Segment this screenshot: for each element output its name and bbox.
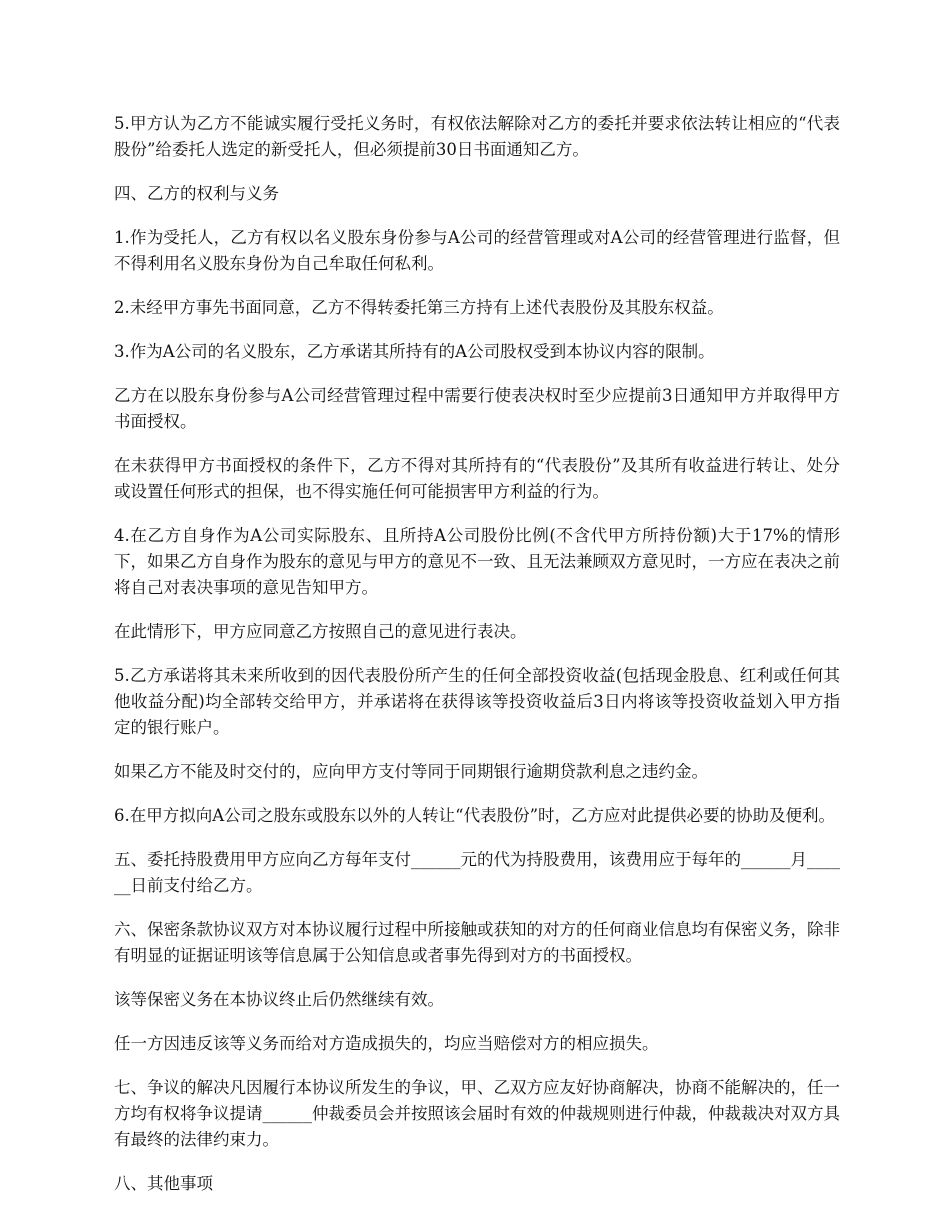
paragraph-clause-4-3: 3.作为A公司的名义股东，乙方承诺其所持有的A公司股权受到本协议内容的限制。 — [114, 342, 715, 361]
paragraph-clause-4-6: 6.在甲方拟向A公司之股东或股东以外的人转让“代表股份”时，乙方应对此提供必要的协助及便利。 — [114, 806, 836, 825]
paragraph-clause-4-1: 1.作为受托人，乙方有权以名义股东身份参与A公司的经营管理或对A公司的经营管理进行监督，但不得利用名义股东身份为自己牟取任何私利。 — [114, 228, 840, 273]
paragraph-clause-5-termination: 5.甲方认为乙方不能诚实履行受托义务时，有权依法解除对乙方的委托并要求依法转让相应的“代表股份”给委托人选定的新受托人，但必须提前30日书面通知乙方。 — [114, 114, 840, 159]
paragraph-clause-4-4: 4.在乙方自身作为A公司实际股东、且所持A公司股份比例(不含代甲方所持份额)大于17%的情形下，如果乙方自身作为股东的意见与甲方的意见不一致、且无法兼顾双方意见时，一方应在表决之前将自己对表决事项的意见告知甲方。 — [114, 526, 840, 597]
paragraph-authorization-limit: 在未获得甲方书面授权的条件下，乙方不得对其所持有的“代表股份”及其所有收益进行转让、处分或设置任何形式的担保，也不得实施任何可能损害甲方利益的行为。 — [114, 456, 840, 501]
section-5-holding-fee: 五、委托持股费用甲方应向乙方每年支付______元的代为持股费用，该费用应于每年的______月______日前支付给乙方。 — [114, 850, 840, 895]
paragraph-confidentiality-survival: 该等保密义务在本协议终止后仍然继续有效。 — [114, 990, 444, 1009]
document-body — [114, 111, 840, 1215]
section-7-dispute-resolution: 七、争议的解决凡因履行本协议所发生的争议，甲、乙双方应友好协商解决，协商不能解决的，任一方均有权将争议提请______仲裁委员会并按照该会届时有效的仲裁规则进行仲裁，仲裁裁决对双方具有最终的法律约束力。 — [114, 1078, 840, 1149]
paragraph-voting-consent: 在此情形下，甲方应同意乙方按照自己的意见进行表决。 — [114, 622, 527, 641]
paragraph-breach-compensation: 任一方因违反该等义务而给对方造成损失的，均应当赔偿对方的相应损失。 — [114, 1034, 659, 1053]
section-6-confidentiality: 六、保密条款协议双方对本协议履行过程中所接触或获知的对方的任何商业信息均有保密义务，除非有明显的证据证明该等信息属于公知信息或者事先得到对方的书面授权。 — [114, 920, 840, 965]
section-heading-8: 八、其他事项 — [114, 1174, 213, 1193]
paragraph-late-penalty: 如果乙方不能及时交付的，应向甲方支付等同于同期银行逾期贷款利息之违约金。 — [114, 762, 708, 781]
paragraph-clause-4-5: 5.乙方承诺将其未来所收到的因代表股份所产生的任何全部投资收益(包括现金股息、红利或任何其他收益分配)均全部转交给甲方，并承诺将在获得该等投资收益后3日内将该等投资收益划入甲方指定的银行账户。 — [114, 666, 840, 737]
section-heading-4: 四、乙方的权利与义务 — [114, 184, 279, 203]
paragraph-clause-4-2: 2.未经甲方事先书面同意，乙方不得转委托第三方持有上述代表股份及其股东权益。 — [114, 298, 724, 317]
paragraph-voting-notice: 乙方在以股东身份参与A公司经营管理过程中需要行使表决权时至少应提前3日通知甲方并取得甲方书面授权。 — [114, 386, 840, 431]
